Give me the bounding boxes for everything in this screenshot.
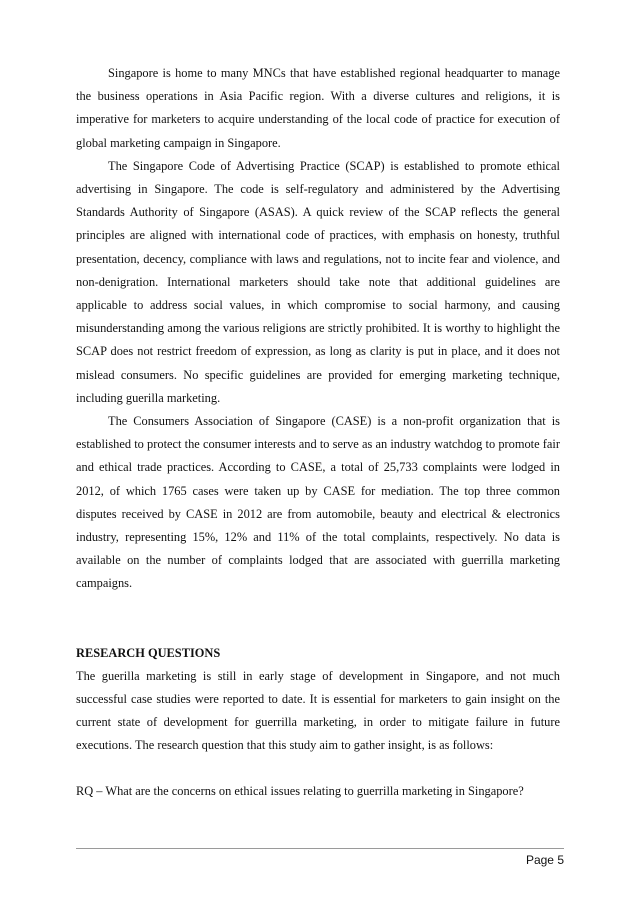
research-questions-heading: RESEARCH QUESTIONS	[76, 645, 221, 660]
section-spacer	[76, 596, 560, 642]
research-question: RQ – What are the concerns on ethical issues relating to guerrilla marketing in Singapore?	[76, 783, 524, 798]
document-body	[76, 62, 560, 803]
paragraph-scap: The Singapore Code of Advertising Practice (SCAP) is established to promote ethical advertising in Singapore. The code is self-regulatory and administered by the Advertising Standards Authority of Singapore (ASAS). A quick review of the SCAP reflects the general principles are aligned with international code of practices, with emphasis on honesty, truthful presentation, decency, compliance with laws and regulations, not to incite fear and violence, and non-denigration. International marketers should take note that additional guidelines are applicable to address social values, in which compromise to social harmony, and causing misunderstanding among the various religions are strictly prohibited. It is worthy to highlight the SCAP does not restrict freedom of expression, as long as clarity is put in place, and it does not mislead consumers. No specific guidelines are provided for emerging marketing technique, including guerilla marketing.	[76, 158, 560, 405]
question-spacer	[76, 758, 560, 780]
research-paragraph: The guerilla marketing is still in early stage of development in Singapore, and not much successful case studies were reported to date. It is essential for marketers to gain insight on the current state of development for guerrilla marketing, in order to mitigate failure in future executions. The research question that this study aim to gather insight, is as follows:	[76, 668, 560, 753]
paragraph-case: The Consumers Association of Singapore (CASE) is a non-profit organization that is established to protect the consumer interests and to serve as an industry watchdog to promote fair and ethical trade practices. According to CASE, a total of 25,733 complaints were lodged in 2012, of which 1765 cases were taken up by CASE for mediation. The top three common disputes received by CASE in 2012 are from automobile, beauty and electrical & electronics industry, representing 15%, 12% and 11% of the total complaints, respectively. No data is available on the number of complaints lodged that are associated with guerrilla marketing campaigns.	[76, 414, 560, 591]
page-number: Page 5	[525, 853, 564, 867]
paragraph-singapore-mncs: Singapore is home to many MNCs that have established regional headquarter to manage the business operations in Asia Pacific region. With a diverse cultures and religions, it is imperative for marketers to acquire understanding of the local code of practice for execution of global marketing campaign in Singapore.	[76, 66, 560, 150]
footer-divider	[76, 848, 564, 849]
